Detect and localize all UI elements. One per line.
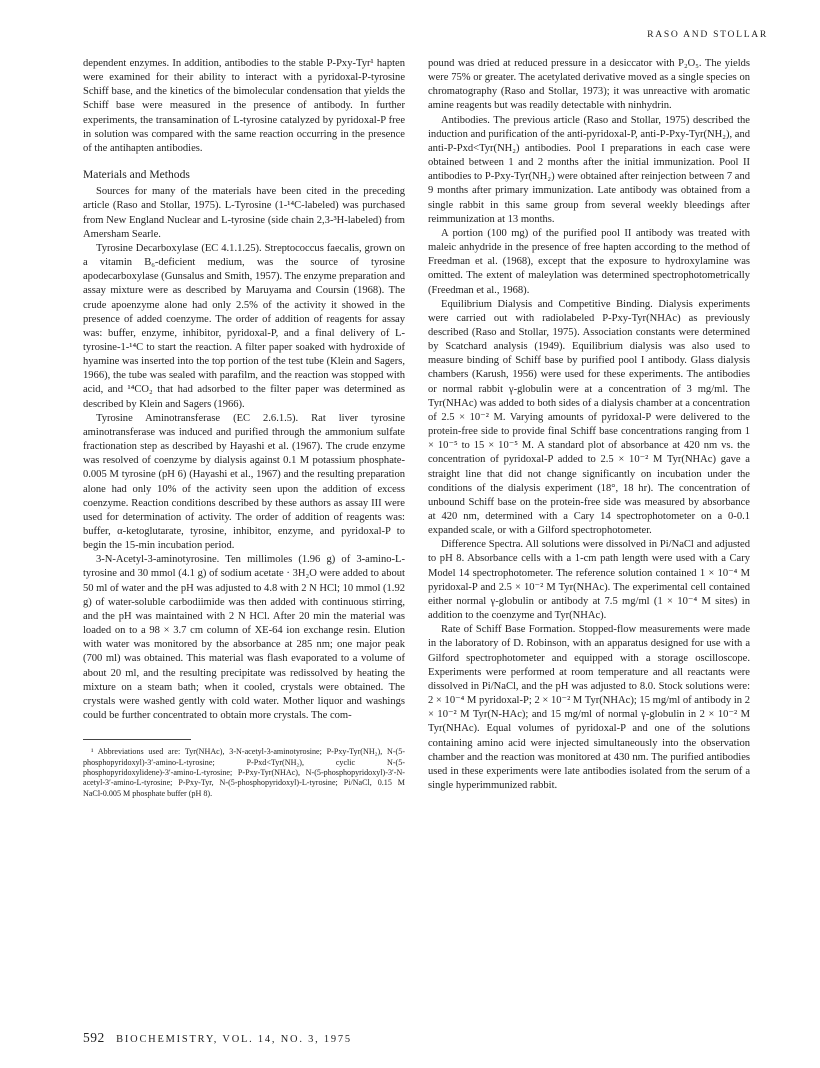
left-column [83, 57, 405, 799]
continued-paragraph: pound was dried at reduced pressure in a desiccator with P₂O₅. The yields were 75% or greater. The acetylated derivative moved as a single species on chromatography (Raso and Stollar, 1973); it was unreactive with aromatic amine reagents but was readily detectable with ninhydrin. [428, 58, 750, 112]
schiff-base-rate-paragraph: Rate of Schiff Base Formation. Stopped-flow measurements were made in the laboratory of D. Robinson, with an apparatus designed for use with a Gilford spectrophotometer and equipped with a storage oscilloscope. Experiments were performed at room temperature and all reactants were dissolved in Pi/NaCl, and the pH was adjusted to 8.0. Stock solutions were: 2 × 10⁻⁴ M pyridoxal-P; 2 × 10⁻² M Tyr(NHAc); 15 mg/ml of antibody in 2 × 10⁻² M Tyr(N-HAc); and 15 mg/ml of normal γ-globulin in 2 × 10⁻² M Tyr(NHAc). Equal volumes of pyridoxal-P and one of the solutions containing amino acid were injected simultaneously into the observation chamber and the reaction was monitored at 430 nm. The purified antibodies used in these experiments were late antibodies isolated from the serum of a single hyperimmunized rabbit. [428, 624, 750, 791]
intro-paragraph: dependent enzymes. In addition, antibodies to the stable P-Pxy-Tyr¹ hapten were examined for their ability to interact with a pyridoxal-P-tyrosine Schiff base, and the kinetics of the bimolecular condensation that yields the Schiff base were measured in the presence of antibody. In further experiments, the transamination of L-tyrosine catalyzed by pyridoxal-P free in solution was compared with the same reaction occurring in the presence of the antihapten antibodies. [83, 58, 405, 154]
page-number: 592 [83, 1030, 105, 1045]
antibodies-paragraph: Antibodies. The previous article (Raso and Stollar, 1975) described the induction and purification of the anti-pyridoxal-P, anti-P-Pxy-Tyr(NH₂), and anti-P-Pxd<Tyr(NH₂) antibodies. Pool I preparations in each case were obtained between 1 and 2 months after the initial immunization. Pool II antibodies to P-Pxy-Tyr(NH₂) were obtained after reinjection between 7 and 9 months after primary immunization. Late antibody was obtained from a single rabbit in this same group from several weekly bleedings after reimmunization at 13 months. [428, 114, 750, 225]
maleylation-paragraph: A portion (100 mg) of the purified pool II antibody was treated with maleic anhydride in the presence of free hapten according to the method of Freedman et al. (1968), except that the exposure to hydroxylamine was omitted. The extent of maleylation was determined spectrophotometrically (Freedman et al., 1968). [428, 227, 750, 296]
equilibrium-dialysis-paragraph: Equilibrium Dialysis and Competitive Binding. Dialysis experiments were carried out with radiolabeled P-Pxy-Tyr(NHAc) as previously described (Raso and Stollar, 1975). Association constants were determined by Scatchard analysis (1949). Equilibrium dialysis was also used to measure binding of Schiff base by purified pool I antibody. Glass dialysis chambers (Karush, 1956) were used for these experiments. The antibodies or normal rabbit γ-globulin were at a concentration of 3 mg/ml. The Tyr(NHAc) was added to both sides of a dialysis chamber at a concentration of 2.5 × 10⁻² M. Varying amounts of pyridoxal-P were delivered to the protein-free side to provide final Schiff base concentrations ranging from 1 × 10⁻⁵ to 15 × 10⁻⁵ M. A standard plot of absorbance at 420 nm vs. the concentration of pyridoxal-P added to 2.5 × 10⁻² M Tyr(NHAc) gave a straight line that did not change significantly on incubation under the conditions of the dialysis experiment (18°, 18 hr). The concentration of unbound Schiff base on the protein-free side was measured by absorbance at 420 nm, determined with a Cary 14 spectrophotometer on a 0-0.1 expanded scale, or with a Gilford spectrophotometer. [428, 298, 751, 537]
aminotransferase-paragraph: Tyrosine Aminotransferase (EC 2.6.1.5). Rat liver tyrosine aminotransferase was induced and purified through the ammonium sulfate fractionation step as described by Hayashi et al. (1967). The crude enzyme was resolved of coenzyme by dialysis against 0.1 M potassium phosphate-0.005 M tyrosine (pH 6) (Hayashi et al., 1967) and the resulting preparation alone had only 10% of the activity seen upon the addition of excess coenzyme. Reaction conditions described by these authors as assay III were used for determination of activity. The order of addition of reagents was: buffer, α-ketoglutarate, tyrosine, inhibitor, enzyme, and pyridoxal-P to begin the 15-min incubation period. [83, 412, 405, 552]
section-heading: Materials and Methods [83, 168, 190, 182]
right-column [428, 57, 750, 793]
journal-citation: BIOCHEMISTRY, VOL. 14, NO. 3, 1975 [116, 1034, 352, 1045]
page-footer [83, 1030, 352, 1046]
footnote-divider [83, 739, 191, 740]
difference-spectra-paragraph: Difference Spectra. All solutions were dissolved in Pi/NaCl and adjusted to pH 8. Absorbance cells with a 1-cm path length were used with a Cary Model 14 spectrophotometer. The reference solution contained 1 × 10⁻⁴ M pyridoxal-P and 2.5 × 10⁻² M Tyr(NHAc). The experimental cell contained either normal γ-globulin or antibody at 7.5 mg/ml (1 × 10⁻⁴ M sites) in addition to the coenzyme and Tyr(NHAc). [428, 539, 750, 622]
acetyl-aminotyrosine-paragraph: 3-N-Acetyl-3-aminotyrosine. Ten millimoles (1.96 g) of 3-amino-L-tyrosine and 30 mmol (4.1 g) of sodium acetate · 3H₂O were added to about 50 ml of water and the pH was adjusted to 4.8 with 2 N HCl; 10 mmol (1.92 g) of water-soluble carbodiimide was then added with continuous stirring, and the pH was maintained with 2 N HCl. After 20 min the material was loaded on to a 98 × 3.7 cm column of XE-64 ion exchange resin. Elution with water was monitored by the absorbance at 285 nm; one major peak (700 ml) was obtained. This material was flash evaporated to a volume of about 20 ml, and the resulting precipitate was redissolved by heating the mixture on a steam bath; when it cooled, crystals were obtained. The crystals were washed gently with cold water. Mother liquor and washings could be further concentrated to obtain more crystals. The com- [83, 554, 405, 722]
decarboxylase-paragraph: Tyrosine Decarboxylase (EC 4.1.1.25). Streptococcus faecalis, grown on a vitamin B₆-deficient medium, was the source of tyrosine apodecarboxylase (Gunsalus and Smith, 1957). The enzyme preparation and assay mixture were as described by Maruyama and Coursin (1968). The crude apoenzyme alone had only 2.5% of the activity it showed in the presence of added coenzyme. The order of addition of reagents for assay was: buffer, enzyme, inhibitor, pyridoxal-P, and a final delivery of L-tyrosine-1-¹⁴C to start the reaction. A filter paper soaked with hydroxide of hyamine was inserted into the top portion of the test tube (Klein and Sagers, 1966), the tube was sealed with parafilm, and the reaction was stopped with acid, and ¹⁴CO₂ that had adsorbed to the filter paper was determined as described by Klein and Sagers (1966). [83, 242, 405, 410]
running-head: RASO AND STOLLAR [647, 29, 768, 40]
footnote: ¹ Abbreviations used are: Tyr(NHAc), 3-N-acetyl-3-aminotyrosine; P-Pxy-Tyr(NH₂), N-(5-phosphopyridoxyl)-3′-amino-L-tyrosine; P-Pxd<Tyr(NH₂), cyclic N-(5-phosphopyridoxylidene)-3′-amino-L-tyrosine; P-Pxy-Tyr(NHAc), N-(5-phosphopyridoxyl)-3′-N-acetyl-3′-amino-L-tyrosine; P-Pxy-Tyr, N-(5-phosphopyridoxyl)-L-tyrosine; Pi/NaCl, 0.15 M NaCl-0.005 M phosphate buffer (pH 8). [83, 747, 405, 798]
sources-paragraph: Sources for many of the materials have been cited in the preceding article (Raso and Stollar, 1975). L-Tyrosine (1-¹⁴C-labeled) was purchased from New England Nuclear and L-tyrosine (side chain 2,3-³H-labeled) from Amersham Searle. [83, 186, 405, 240]
